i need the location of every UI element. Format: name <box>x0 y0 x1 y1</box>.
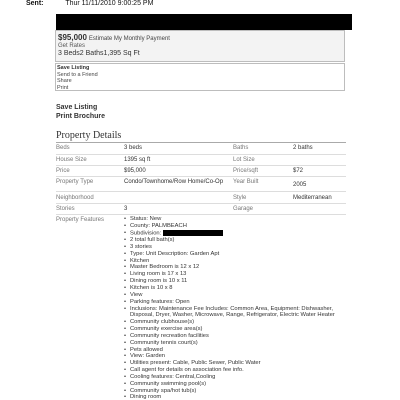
property-details-divider <box>56 142 346 143</box>
print-link[interactable]: Print <box>57 84 69 91</box>
label-year-built: Year Built <box>233 179 259 185</box>
label-property-features: Property Features <box>56 217 105 223</box>
list-item: • View: Garden <box>124 353 346 360</box>
list-item: • Community spa/hot tub(s) <box>124 388 346 395</box>
list-item: • Community clubhouse(s) <box>124 319 346 326</box>
listing-actions-box <box>55 63 345 91</box>
row-divider <box>56 176 346 177</box>
label-baths: Baths <box>233 145 249 151</box>
value-price-sqft: $72 <box>293 168 304 174</box>
label-beds: Beds <box>56 145 70 151</box>
list-item: • Call agent for details on association fee info. <box>124 367 346 374</box>
list-item: • Community tennis court(s) <box>124 340 346 347</box>
estimate-payment-link[interactable]: Estimate My Monthly Payment <box>88 36 170 42</box>
save-listing-link[interactable]: Save Listing <box>57 65 90 71</box>
list-item: • Cooling features: Central,Cooling <box>124 374 346 381</box>
redacted-subdivision <box>163 230 223 236</box>
list-item: • Dining room is 10 x 11 <box>124 278 346 285</box>
value-house-size: 1395 sq ft <box>124 157 151 163</box>
label-property-type: Property Type <box>56 179 94 185</box>
list-item: • Kitchen <box>124 258 346 265</box>
list-item: • Status: New <box>124 216 346 223</box>
row-divider <box>56 165 346 166</box>
list-item: • Community exercise area(s) <box>124 326 346 333</box>
list-item: • Community swimming pool(s) <box>124 381 346 388</box>
list-item: • Pets allowed <box>124 347 346 354</box>
list-item: • Utilities present: Cable, Public Sewer, Public Water <box>124 360 346 367</box>
label-house-size: House Size <box>56 157 87 163</box>
list-item: • Parking features: Open <box>124 299 346 306</box>
property-details-title: Property Details <box>56 130 122 141</box>
list-item: • Community recreation facilities <box>124 333 346 340</box>
list-item: • View <box>124 292 346 299</box>
row-divider <box>56 191 346 192</box>
beds-baths-sqft: 3 Beds2 Baths1,395 Sq Ft <box>58 50 140 57</box>
label-price: Price <box>56 168 70 174</box>
row-divider <box>56 203 346 204</box>
list-item: • Type: Unit Description: Garden Apt <box>124 251 346 258</box>
value-year-built: 2005 <box>293 182 307 188</box>
print-brochure-button[interactable]: Print Brochure <box>56 113 106 120</box>
list-item: • Master Bedroom is 12 x 12 <box>124 264 346 271</box>
label-price-sqft: Price/sqft <box>233 168 259 174</box>
value-price: $95,000 <box>124 168 146 174</box>
list-item: • Inclusions: Maintenance Fee Includes: Common Area, Equipment: Dishwasher, Disposal, Dryer, Washer, Microwave, Range, Refrigerator, Electric Water Heater <box>124 306 346 320</box>
send-to-friend-link[interactable]: Send to a Friend <box>57 71 98 78</box>
property-features-list <box>124 216 346 400</box>
label-stories: Stories <box>56 206 75 212</box>
value-beds: 3 beds <box>124 145 143 151</box>
sent-timestamp: Thur 11/11/2010 9:00:25 PM <box>65 0 154 7</box>
label-lot-size: Lot Size <box>233 157 255 163</box>
redacted-address-bar <box>56 14 352 30</box>
list-item: • 2 total full bath(s) <box>124 237 346 244</box>
list-item <box>124 230 346 237</box>
subdivision-label: Subdivision: <box>130 230 162 237</box>
get-rates-link[interactable]: Get Rates <box>58 43 86 49</box>
value-property-type: Condo/Townhome/Row Home/Co-Op <box>124 179 224 185</box>
email-sent-line <box>26 0 153 7</box>
list-item: • 3 stories <box>124 244 346 251</box>
value-baths: 2 baths <box>293 145 313 151</box>
list-item: • Dining room <box>124 394 346 400</box>
listing-price: $95,000 Estimate My Monthly Payment <box>58 33 170 42</box>
listing-summary-box <box>55 30 345 62</box>
save-listing-button[interactable]: Save Listing <box>56 104 98 111</box>
row-divider <box>56 154 346 155</box>
sent-label: Sent: <box>26 0 44 7</box>
list-item: • Kitchen is 10 x 8 <box>124 285 346 292</box>
label-neighborhood: Neighborhood <box>56 195 94 201</box>
share-link[interactable]: Share <box>57 78 72 84</box>
row-divider <box>56 214 346 215</box>
label-style: Style <box>233 195 247 201</box>
value-stories: 3 <box>124 206 128 212</box>
list-item: • Living room is 17 x 13 <box>124 271 346 278</box>
value-style: Mediterranean <box>293 195 332 201</box>
label-garage: Garage <box>233 206 254 212</box>
list-item: • County: PALMBEACH <box>124 223 346 230</box>
